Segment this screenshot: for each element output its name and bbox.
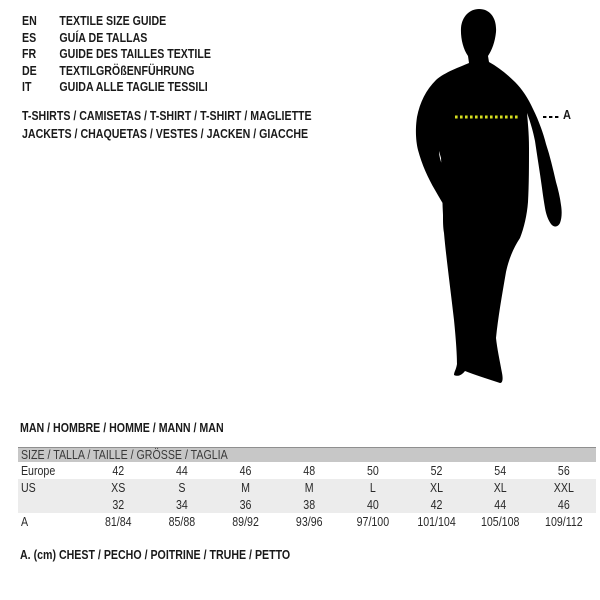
language-code: IT [22,80,32,95]
table-row-chest-a [18,513,596,530]
table-row-europe [18,462,596,479]
table-cell: XL [493,480,507,495]
table-cell: XXL [553,480,574,495]
table-cell: 93/96 [295,514,323,529]
table-cell: 85/88 [168,514,196,529]
table-cell: 109/112 [545,514,583,529]
table-cell: L [369,480,376,495]
language-label: TEXTILE SIZE GUIDE [59,14,167,29]
language-row-it [22,79,211,96]
section-title-man: MAN / HOMBRE / HOMME / MANN / MAN [20,421,224,435]
table-cell: S [178,480,186,495]
language-label: TEXTILGRÖßENFÜHRUNG [59,63,195,78]
table-cell: XL [430,480,444,495]
size-table [18,447,596,530]
garment-categories [22,107,312,143]
table-cell: 52 [430,463,443,478]
table-cell: XS [111,480,126,495]
language-row-es [22,30,211,47]
category-line-jackets: JACKETS / CHAQUETAS / VESTES / JACKEN / GIACCHE [22,127,309,141]
row-label: A [20,514,29,529]
language-label: GUIDE DES TAILLES TEXTILE [59,47,211,62]
table-cell: 46 [557,497,570,512]
table-cell: 97/100 [356,514,390,529]
table-cell: 81/84 [104,514,132,529]
language-row-de [22,63,211,80]
measure-label-a: A [563,107,571,122]
language-row-fr [22,46,211,63]
size-table-header: SIZE / TALLA / TAILLE / GRÖSSE / TAGLIA [18,447,596,462]
language-label: GUIDA ALLE TAGLIE TESSILI [59,80,208,95]
table-cell: M [304,480,314,495]
category-line-tshirts: T-SHIRTS / CAMISETAS / T-SHIRT / T-SHIRT / MAGLIETTE [22,109,312,123]
table-cell: 105/108 [480,514,520,529]
language-code: ES [22,30,37,45]
table-cell: 50 [366,463,379,478]
table-cell: 54 [494,463,507,478]
table-cell: 56 [557,463,570,478]
table-cell: 48 [303,463,316,478]
man-silhouette-shape [416,9,562,383]
table-cell: 38 [303,497,316,512]
table-cell: 46 [239,463,252,478]
table-row-us-numeric [18,496,596,513]
measurement-footnote: A. (cm) CHEST / PECHO / POITRINE / TRUHE / PETTO [20,548,291,562]
table-cell: 36 [239,497,252,512]
table-cell: 34 [175,497,188,512]
language-code: EN [22,14,37,29]
man-silhouette-image [390,0,600,400]
man-silhouette-figure [390,0,600,400]
table-cell: 44 [494,497,507,512]
row-label: Europe [20,463,56,478]
row-label: US [20,480,36,495]
table-cell: 101/104 [417,514,456,529]
language-code: DE [22,63,37,78]
table-cell: 40 [366,497,379,512]
table-cell: 42 [430,497,443,512]
language-code: FR [22,47,37,62]
table-cell: M [241,480,250,495]
language-row-en [22,13,211,30]
language-guide-list [22,13,211,96]
table-cell: 32 [112,497,125,512]
table-cell: 89/92 [232,514,259,529]
table-cell: 42 [112,463,125,478]
table-cell: 44 [175,463,188,478]
table-row-us [18,479,596,496]
language-label: GUÍA DE TALLAS [59,30,148,45]
